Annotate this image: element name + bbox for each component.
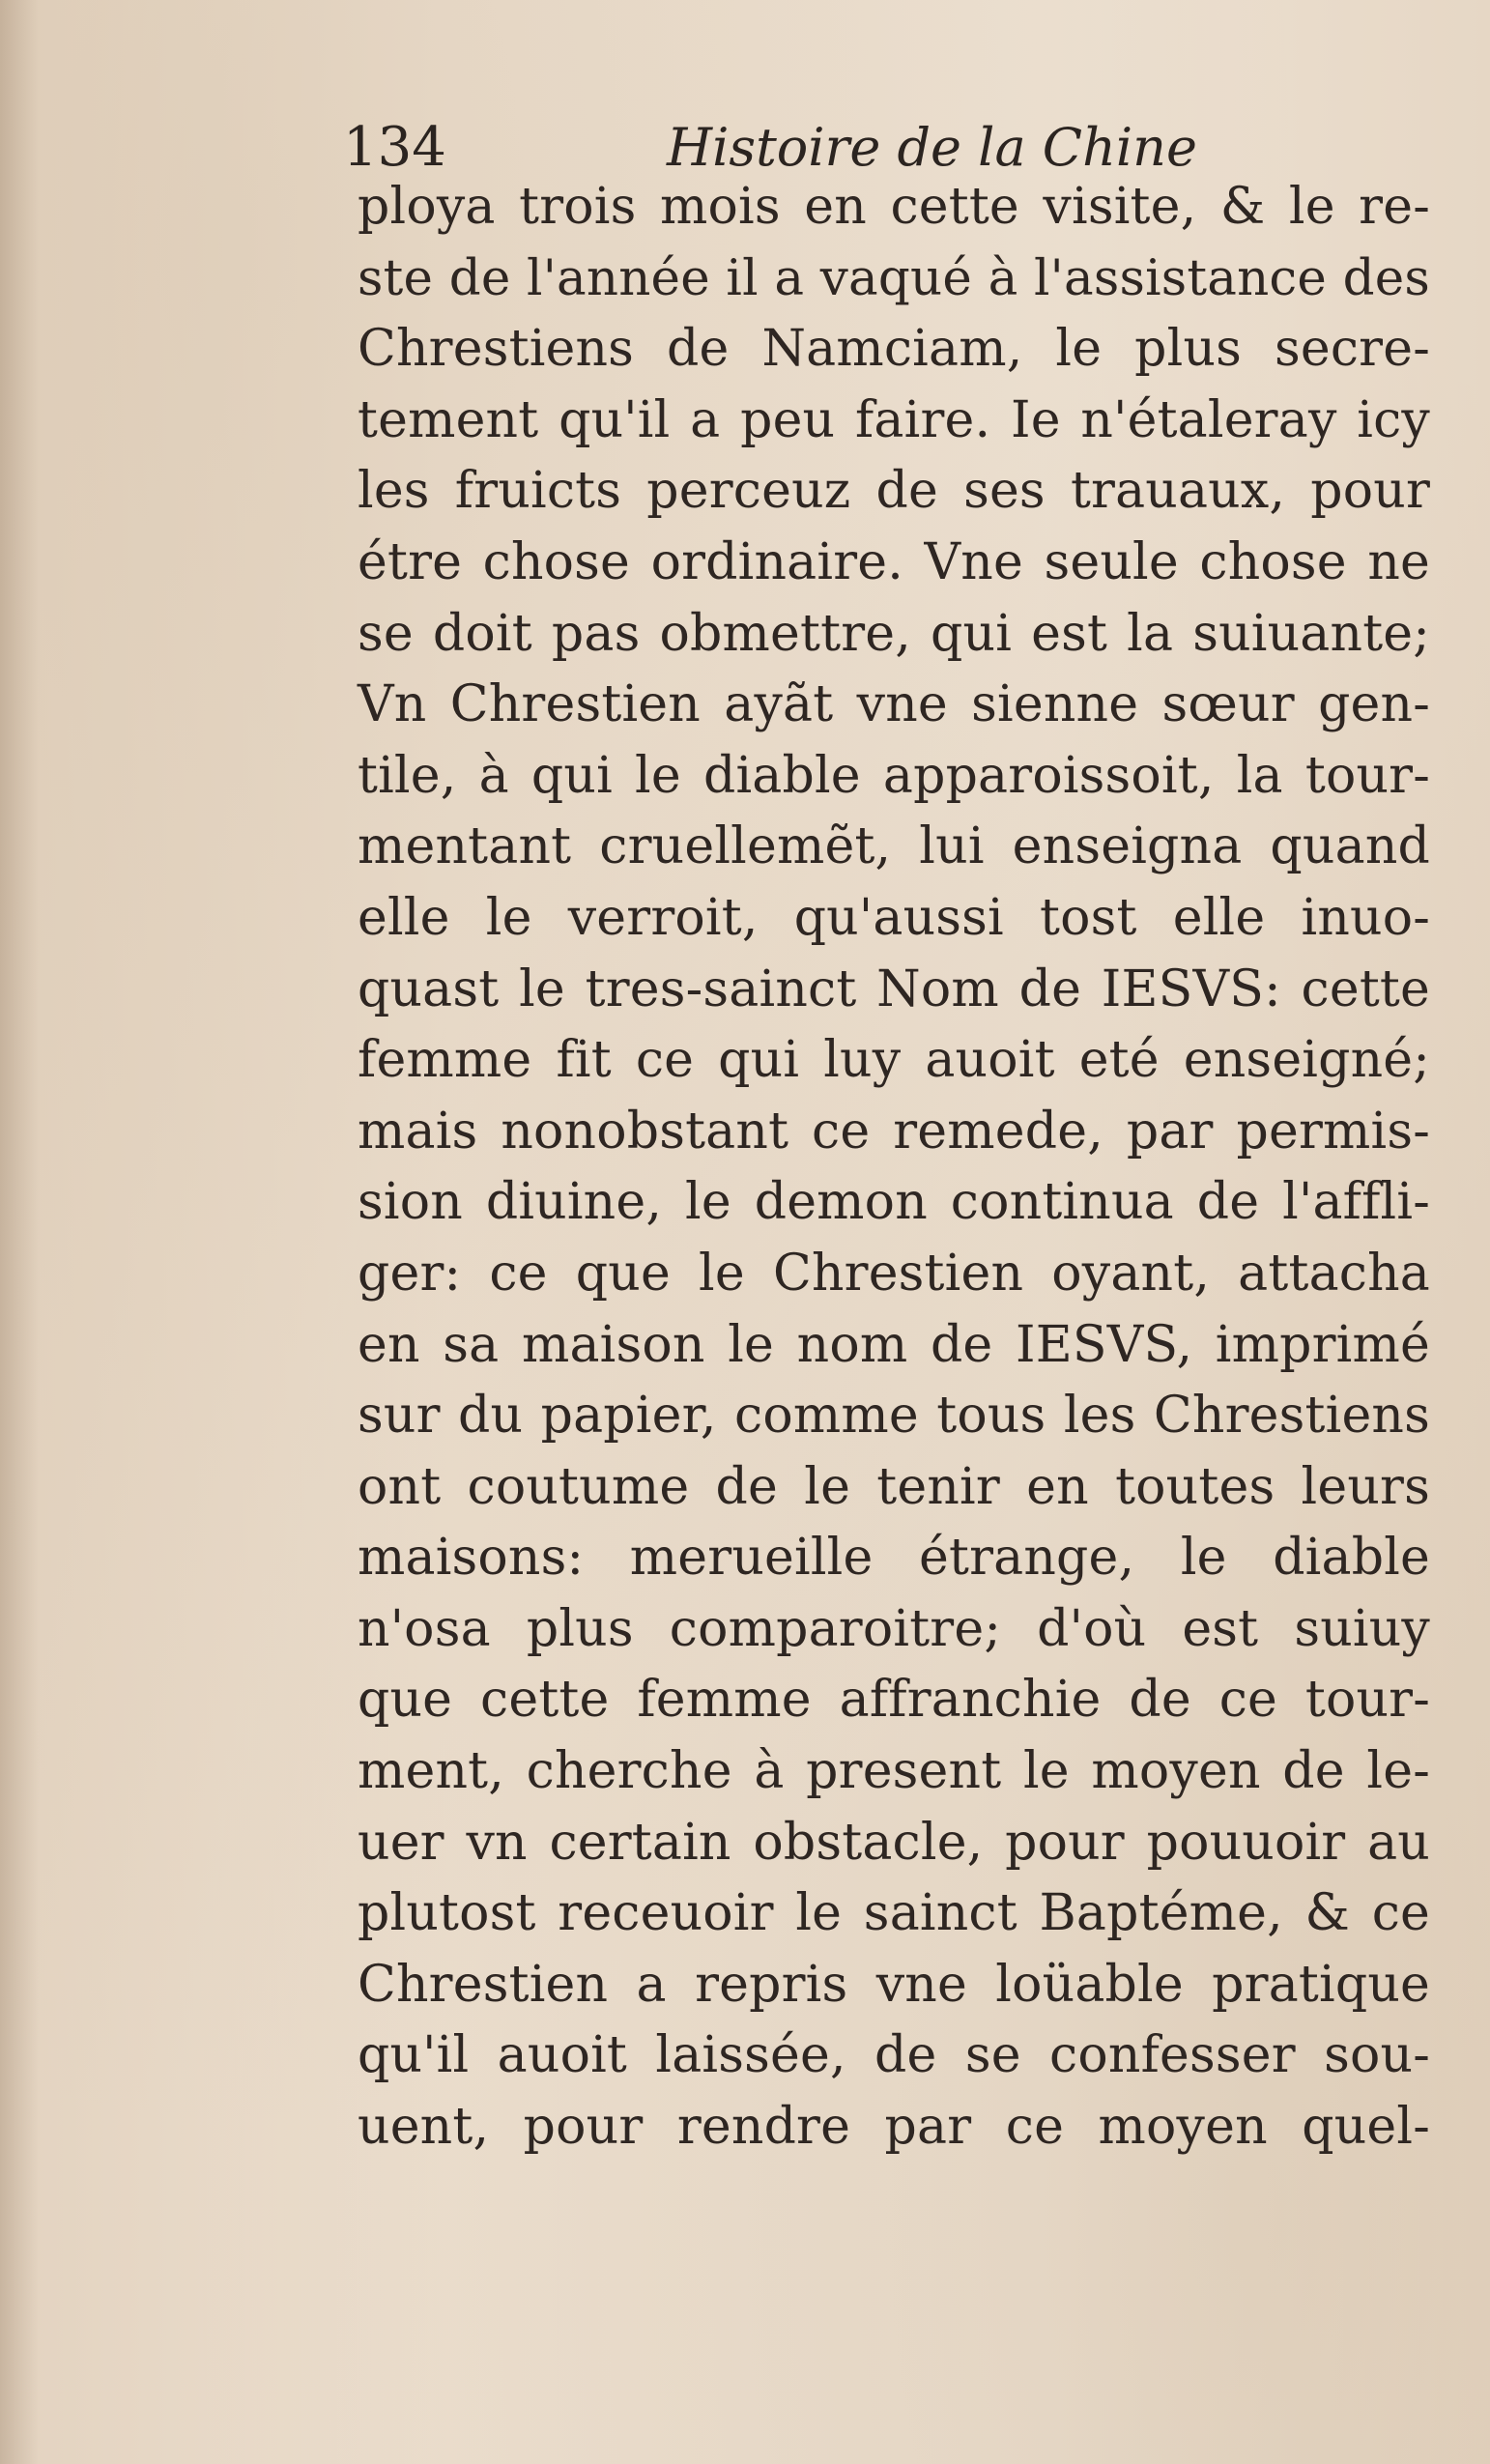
text-line: tile, à qui le diable apparoissoit, la tour- (358, 746, 1430, 805)
text-line: quast le tres-sainct Nom de IESVS: cette (358, 960, 1430, 1018)
text-line: uent, pour rendre par ce moyen quel- (358, 2098, 1430, 2157)
text-line: tement qu'il a peu faire. Ie n'étaleray icy (358, 390, 1430, 449)
text-line: que cette femme affranchie de ce tour- (358, 1671, 1430, 1730)
body-text (358, 172, 1430, 2163)
text-line: qu'il auoit laissée, de se confesser sou- (358, 2026, 1430, 2085)
text-line: Chrestien a repris vne loüable pratique (358, 1955, 1430, 2014)
text-line: les fruicts perceuz de ses trauaux, pour (358, 462, 1430, 521)
text-line: ste de l'année il a vaqué à l'assistance des (358, 248, 1430, 307)
text-line: mentant cruellemẽt, lui enseigna quand (358, 817, 1430, 876)
text-line: femme fit ce qui luy auoit eté enseigné; (358, 1031, 1430, 1090)
text-line: mais nonobstant ce remede, par permis- (358, 1102, 1430, 1160)
text-line: étre chose ordinaire. Vne seule chose ne (358, 532, 1430, 591)
text-line: ger: ce que le Chrestien oyant, attacha (358, 1244, 1430, 1303)
text-line: uer vn certain obstacle, pour pouuoir au (358, 1813, 1430, 1872)
text-line: elle le verroit, qu'aussi tost elle inuo- (358, 888, 1430, 947)
text-line: n'osa plus comparoitre; d'où est suiuy (358, 1599, 1430, 1658)
text-line: plutost receuoir le sainct Baptéme, & ce (358, 1884, 1430, 1943)
text-line: maisons: merueille étrange, le diable (358, 1529, 1430, 1588)
text-line: sion diuine, le demon continua de l'affli- (358, 1173, 1430, 1232)
text-line: en sa maison le nom de IESVS, imprimé (358, 1315, 1430, 1374)
text-line: ploya trois mois en cette visite, & le re- (358, 178, 1430, 236)
running-title: Histoire de la Chine (667, 117, 1197, 178)
text-line: Vn Chrestien ayãt vne sienne sœur gen- (358, 675, 1430, 734)
page-gutter-shadow (0, 0, 39, 2464)
text-line: se doit pas obmettre, qui est la suiuante; (358, 604, 1430, 663)
text-line: sur du papier, comme tous les Chrestiens (358, 1387, 1430, 1446)
text-line: ment, cherche à present le moyen de le- (358, 1742, 1430, 1801)
text-line: Chrestiens de Namciam, le plus secre- (358, 320, 1430, 379)
text-line: ont coutume de le tenir en toutes leurs (358, 1457, 1430, 1516)
page-number: 134 (343, 116, 446, 179)
